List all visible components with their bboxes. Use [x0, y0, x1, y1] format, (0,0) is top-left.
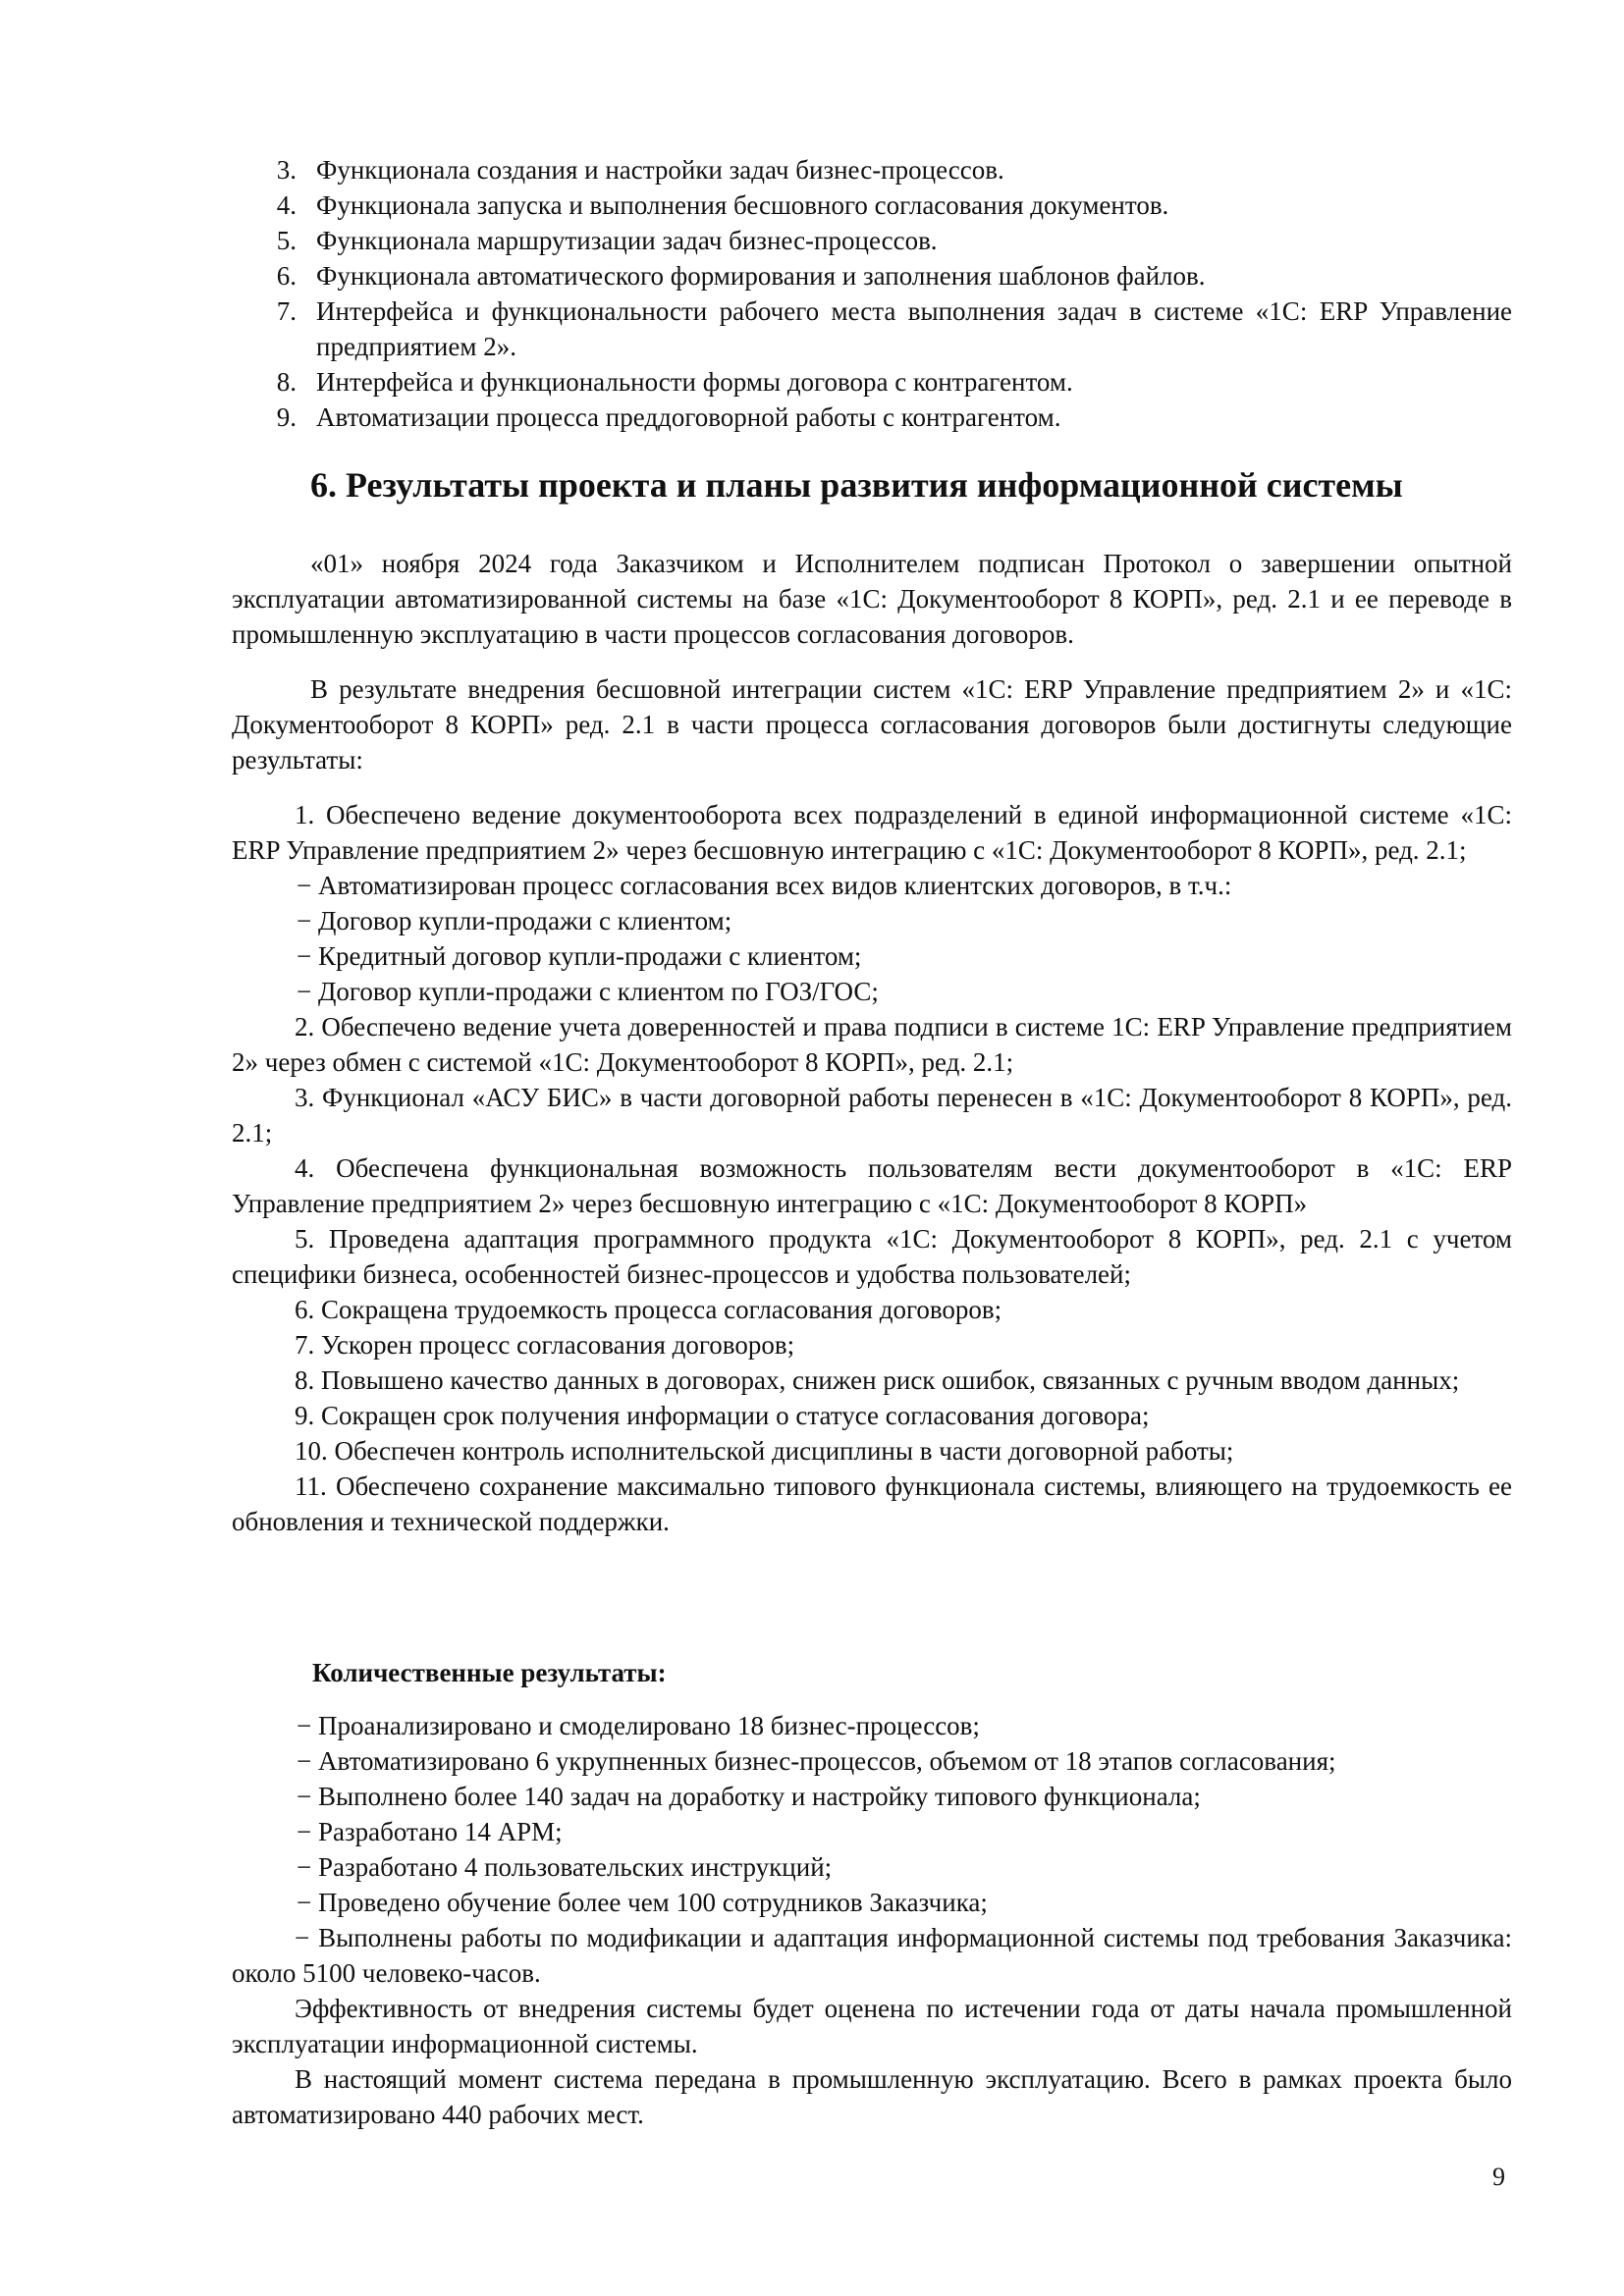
list-text: Функционала маршрутизации задач бизнес-процессов. [316, 226, 938, 255]
list-text: Функционала запуска и выполнения бесшовного согласования документов. [316, 190, 1169, 220]
quantitative-item [232, 1814, 1512, 1849]
quantitative-item [232, 1885, 1512, 1920]
subitem-text: Автоматизирован процесс согласования всех видов клиентских договоров, в т.ч.: [318, 871, 1232, 900]
subitem-text: Договор купли-продажи с клиентом по ГОЗ/ГОС; [318, 977, 879, 1006]
results-intro-paragraph: В результате внедрения бесшовной интеграции систем «1С: ERP Управление предприятием 2» и «1С: Документооборот 8 КОРП» ред. 2.1 в части процесса согласования договоров были достигнуты следующие результаты: [232, 674, 1512, 774]
quantitative-item [232, 1743, 1512, 1779]
subitem-text: Договор купли-продажи с клиентом; [318, 906, 732, 935]
quantitative-text: Автоматизировано 6 укрупненных бизнес-процессов, объемом от 18 этапов согласования; [318, 1746, 1336, 1776]
list-number: 5. [276, 226, 297, 255]
list-item [232, 223, 1512, 258]
results-list [232, 797, 1512, 1539]
result-item-10: 10. Обеспечен контроль исполнительской дисциплины в части договорной работы; [295, 1436, 1234, 1466]
result-item-1: 1. Обеспечено ведение документооборота всех подразделений в единой информационной системе «1С: ERP Управление предприятием 2» через бесшовную интеграцию с «1С: Документооборот 8 КОРП», ред. 2.1; [232, 800, 1512, 865]
section-heading: 6. Результаты проекта и планы развития информационной системы [310, 465, 1403, 505]
dash-marker: − [295, 1923, 310, 1952]
list-item [232, 400, 1512, 435]
list-text: Функционала создания и настройки задач бизнес-процессов. [316, 155, 1004, 185]
quantitative-text: Проведено обучение более чем 100 сотрудников Заказчика; [318, 1888, 988, 1917]
result-subitem [232, 974, 1512, 1009]
list-number: 8. [276, 367, 297, 397]
list-number: 6. [276, 261, 297, 291]
quantitative-text: Выполнены работы по модификации и адаптация информационной системы под требования Заказчика: около 5100 человеко-часов. [232, 1923, 1513, 1988]
final-paragraph: В настоящий момент система передана в промышленную эксплуатацию. Всего в рамках проекта было автоматизировано 440 рабочих мест. [232, 2064, 1512, 2129]
page-number: 9 [1492, 2163, 1505, 2191]
dash-marker: − [297, 1852, 312, 1882]
list-item [232, 294, 1512, 364]
result-item-2: 2. Обеспечено ведение учета доверенностей и права подписи в системе 1С: ERP Управление предприятием 2» через обмен с системой «1С: Документооборот 8 КОРП», ред. 2.1; [232, 1012, 1512, 1077]
quantitative-text: Разработано 14 АРМ; [318, 1817, 563, 1846]
quantitative-item [232, 1849, 1512, 1885]
efficiency-paragraph: Эффективность от внедрения системы будет оценена по истечении года от даты начала промышленной эксплуатации информационной системы. [232, 1994, 1512, 2058]
intro-paragraph: «01» ноября 2024 года Заказчиком и Исполнителем подписан Протокол о завершении опытной эксплуатации автоматизированной системы на базе «1С: Документооборот 8 КОРП», ред. 2.1 и ее переводе в промышленную эксплуатацию в части процессов согласования договоров. [232, 549, 1512, 649]
dash-marker: − [297, 1746, 312, 1776]
result-subitem [232, 938, 1512, 974]
result-item-5: 5. Проведена адаптация программного продукта «1С: Документооборот 8 КОРП», ред. 2.1 с учетом специфики бизнеса, особенностей бизнес-процессов и удобства пользователей; [232, 1224, 1512, 1289]
result-item-7: 7. Ускорен процесс согласования договоров; [295, 1330, 795, 1360]
list-item [232, 258, 1512, 294]
result-item-8: 8. Повышено качество данных в договорах, снижен риск ошибок, связанных с ручным вводом данных; [295, 1365, 1460, 1395]
list-item [232, 187, 1512, 223]
quantitative-item [232, 1779, 1512, 1814]
dash-marker: − [297, 1711, 312, 1740]
result-item-3: 3. Функционал «АСУ БИС» в части договорной работы перенесен в «1С: Документооборот 8 КОРП», ред. 2.1; [232, 1083, 1512, 1148]
quantitative-text: Выполнено более 140 задач на доработку и настройку типового функционала; [318, 1782, 1201, 1811]
list-text: Интерфейса и функциональности формы договора с контрагентом. [316, 367, 1073, 397]
list-number: 9. [276, 402, 297, 432]
list-text: Автоматизации процесса преддоговорной работы с контрагентом. [316, 402, 1061, 432]
result-item-6: 6. Сокращена трудоемкость процесса согласования договоров; [295, 1295, 1002, 1324]
dash-marker: − [297, 1888, 312, 1917]
list-item [232, 364, 1512, 400]
subitem-text: Кредитный договор купли-продажи с клиентом; [318, 941, 862, 971]
intro-paragraph-block [232, 546, 1512, 652]
quantitative-text: Проанализировано и смоделировано 18 бизнес-процессов; [318, 1711, 980, 1740]
dash-marker: − [297, 977, 312, 1006]
dash-marker: − [297, 941, 312, 971]
result-subitem [232, 903, 1512, 938]
list-number: 7. [276, 296, 297, 326]
quantitative-item [232, 1920, 1512, 1991]
quantitative-text: Разработано 4 пользовательских инструкций; [318, 1852, 833, 1882]
result-item-11: 11. Обеспечено сохранение максимально типового функционала системы, влияющего на трудоемкость ее обновления и технической поддержки. [232, 1471, 1512, 1536]
dash-marker: − [297, 1782, 312, 1811]
dash-marker: − [297, 1817, 312, 1846]
dash-marker: − [297, 906, 312, 935]
list-number: 4. [276, 190, 297, 220]
result-item-9: 9. Сокращен срок получения информации о статусе согласования договора; [295, 1401, 1150, 1430]
list-number: 3. [276, 155, 297, 185]
result-subitem [232, 868, 1512, 903]
quantitative-list [232, 1708, 1512, 2132]
continued-numbered-list [232, 152, 1512, 435]
quantitative-results-title: Количественные результаты: [312, 1658, 667, 1687]
list-text: Функционала автоматического формирования и заполнения шаблонов файлов. [316, 261, 1206, 291]
dash-marker: − [297, 871, 312, 900]
list-text: Интерфейса и функциональности рабочего места выполнения задач в системе «1С: ERP Управление предприятием 2». [316, 296, 1512, 361]
quantitative-item [232, 1708, 1512, 1743]
list-item [232, 152, 1512, 187]
result-item-4: 4. Обеспечена функциональная возможность пользователям вести документооборот в «1С: ERP Управление предприятием 2» через бесшовную интеграцию с «1С: Документооборот 8 КОРП» [232, 1153, 1512, 1218]
results-intro-block [232, 671, 1512, 777]
